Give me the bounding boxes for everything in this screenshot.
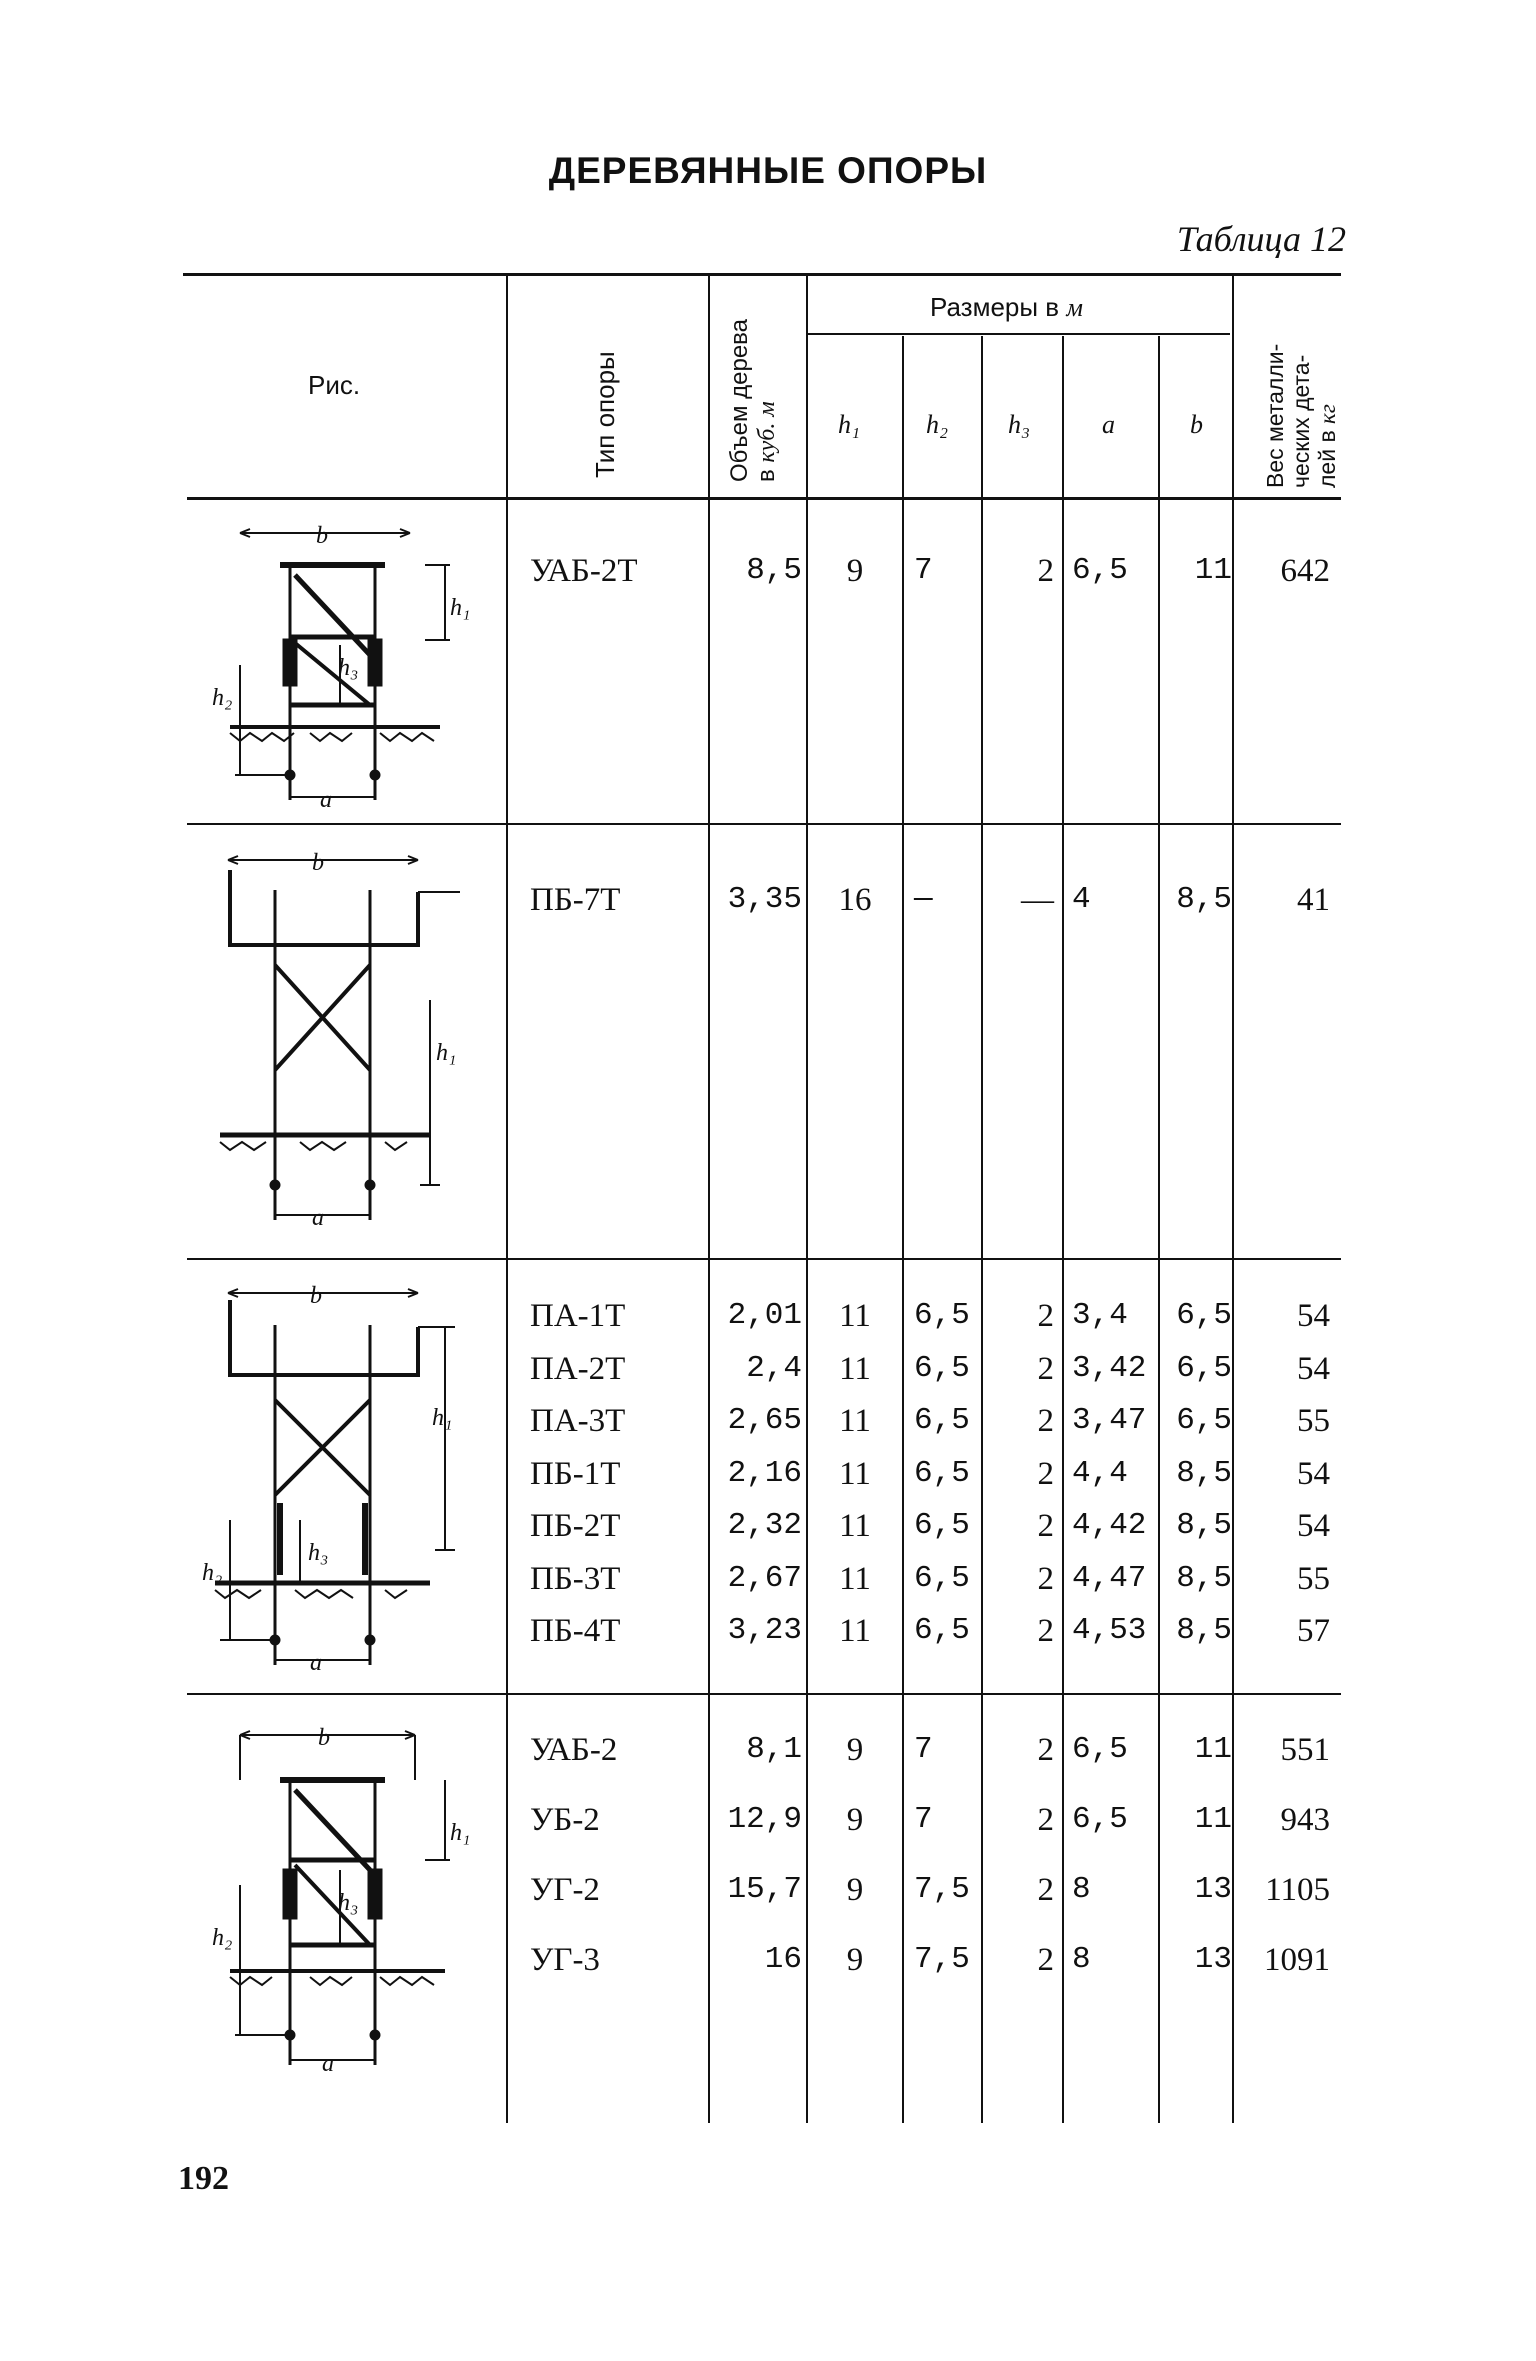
figure-2-label-b: b xyxy=(312,850,324,876)
figure-4-label-h1: h₁ xyxy=(450,1820,471,1846)
cell-a: 4,4 xyxy=(1072,1455,1128,1491)
cell-b: 6,5 xyxy=(1176,1350,1232,1386)
cell-weight: 1091 xyxy=(1264,1942,1330,1978)
header-fig: Рис. xyxy=(308,370,361,400)
page-title: ДЕРЕВЯННЫЕ ОПОРЫ xyxy=(548,150,988,191)
col-line-h1 xyxy=(902,336,904,2123)
figure-4-label-b: b xyxy=(318,1725,330,1751)
cell-b: 8,5 xyxy=(1176,1508,1232,1543)
cell-volume: 12,9 xyxy=(727,1802,802,1837)
cell-h3: 2 xyxy=(1037,1942,1054,1978)
cell-h2: 7 xyxy=(914,553,933,588)
cell-volume: 2,67 xyxy=(727,1560,802,1596)
table-top-rule xyxy=(183,273,1341,276)
cell-type: ПБ-3Т xyxy=(530,1560,621,1597)
cell-type: УБ-2 xyxy=(530,1802,600,1838)
header-weight-line2: ческих дета- xyxy=(1288,354,1314,488)
figure-3-label-b: b xyxy=(310,1283,322,1309)
cell-h2: 6,5 xyxy=(914,1508,970,1543)
cell-type: УГ-3 xyxy=(530,1942,600,1978)
cell-h2: 7 xyxy=(914,1802,933,1837)
cell-b: 8,5 xyxy=(1176,1560,1232,1596)
cell-h2: 6,5 xyxy=(914,1613,970,1648)
cell-h2: 6,5 xyxy=(914,1455,970,1491)
cell-volume: 8,5 xyxy=(746,553,802,588)
header-dims-unit: м xyxy=(1066,293,1083,322)
cell-h1: 11 xyxy=(839,1350,871,1387)
col-line-fig xyxy=(506,273,508,2123)
cell-weight: 943 xyxy=(1280,1802,1330,1838)
header-weight-line1: Вес металли- xyxy=(1262,343,1288,488)
cell-h1: 9 xyxy=(846,1942,864,1978)
figure-3-label-a: a xyxy=(310,1650,322,1676)
cell-h1: 11 xyxy=(839,1298,871,1334)
cell-weight: 642 xyxy=(1280,553,1330,589)
cell-h2: 6,5 xyxy=(914,1350,970,1386)
cell-h3: 2 xyxy=(1037,1508,1054,1544)
col-line-h2 xyxy=(981,336,983,2123)
figure-2-label-h1: h₁ xyxy=(436,1040,457,1066)
figure-1-label-h3: h₃ xyxy=(338,655,359,681)
cell-h3: 2 xyxy=(1037,1560,1054,1597)
cell-volume: 2,32 xyxy=(727,1508,802,1543)
cell-type: УГ-2 xyxy=(530,1872,600,1908)
figure-3-label-h2: h₂ xyxy=(202,1560,223,1586)
cell-b: 6,5 xyxy=(1176,1298,1232,1333)
dims-rule xyxy=(806,333,1230,335)
cell-weight: 54 xyxy=(1297,1455,1330,1492)
cell-h2: 6,5 xyxy=(914,1403,970,1438)
cell-type: ПА-2Т xyxy=(530,1350,626,1387)
cell-weight: 551 xyxy=(1280,1732,1330,1768)
cell-h1: 11 xyxy=(839,1560,871,1597)
header-weight-unit: кг xyxy=(1315,404,1340,424)
figure-1-label-h2: h₂ xyxy=(212,685,233,711)
group-rule-2 xyxy=(187,1258,1341,1260)
col-line-a xyxy=(1158,336,1160,2123)
figure-portal-tower-2 xyxy=(200,1265,480,1685)
cell-a: 4,53 xyxy=(1072,1613,1147,1648)
cell-type: ПА-3Т xyxy=(530,1403,626,1439)
cell-h3: 2 xyxy=(1037,1872,1054,1908)
cell-weight: 54 xyxy=(1297,1298,1330,1334)
col-line-h3 xyxy=(1062,336,1064,2123)
cell-h3: 2 xyxy=(1037,1455,1054,1492)
cell-h3: 2 xyxy=(1037,1350,1054,1387)
cell-a: 3,42 xyxy=(1072,1350,1147,1386)
header-type-text: Тип опоры xyxy=(590,351,620,478)
cell-h3: 2 xyxy=(1037,1613,1054,1649)
cell-h1: 11 xyxy=(839,1455,871,1492)
cell-type: УАБ-2 xyxy=(530,1732,618,1768)
cell-b: 8,5 xyxy=(1176,1613,1232,1648)
cell-h3: 2 xyxy=(1037,1732,1054,1768)
header-dims-text: Размеры в xyxy=(930,292,1060,322)
cell-h3: 2 xyxy=(1037,1802,1054,1838)
figure-2-label-a: a xyxy=(312,1205,324,1231)
header-b: b xyxy=(1190,410,1203,439)
cell-b: 11 xyxy=(1194,1732,1232,1767)
figure-anchor-tower-2 xyxy=(200,1705,480,2095)
figure-4-label-h3: h₃ xyxy=(338,1890,359,1916)
cell-weight: 57 xyxy=(1297,1613,1330,1649)
figure-anchor-tower-1 xyxy=(200,505,480,815)
cell-b: 11 xyxy=(1194,553,1232,588)
header-h3: h₃ xyxy=(1008,410,1031,439)
cell-h2: 7,5 xyxy=(914,1942,970,1977)
cell-h1: 11 xyxy=(839,1508,871,1544)
figure-3-label-h3: h₃ xyxy=(308,1540,329,1566)
cell-h1: 9 xyxy=(846,1802,864,1838)
cell-volume: 8,1 xyxy=(746,1732,802,1767)
group-rule-3 xyxy=(187,1693,1341,1695)
cell-h1: 9 xyxy=(846,1872,864,1908)
cell-weight: 55 xyxy=(1297,1560,1330,1597)
figure-1-label-h1: h₁ xyxy=(450,595,471,621)
cell-h3: 2 xyxy=(1037,1403,1054,1439)
figure-portal-tower-1 xyxy=(200,830,480,1250)
cell-weight: 1105 xyxy=(1265,1872,1330,1908)
cell-weight: 55 xyxy=(1297,1403,1330,1439)
header-type xyxy=(592,351,619,478)
cell-b: 8,5 xyxy=(1176,882,1232,917)
cell-weight: 41 xyxy=(1297,882,1330,918)
cell-type: ПБ-1Т xyxy=(530,1455,621,1492)
cell-a: 6,5 xyxy=(1072,553,1128,588)
cell-type: ПБ-4Т xyxy=(530,1613,621,1649)
figure-1-label-a: a xyxy=(320,787,332,813)
col-line-b xyxy=(1232,273,1234,2123)
figure-3-label-h1: h₁ xyxy=(432,1405,453,1431)
col-line-type xyxy=(708,273,710,2123)
cell-h2: 7 xyxy=(914,1732,933,1767)
cell-b: 6,5 xyxy=(1176,1403,1232,1438)
cell-a: 8 xyxy=(1072,1872,1091,1907)
header-volume-line2: в xyxy=(753,469,780,482)
cell-type: УАБ-2Т xyxy=(530,553,638,589)
cell-h1: 9 xyxy=(846,1732,864,1768)
cell-type: ПБ-2Т xyxy=(530,1508,621,1544)
cell-h3: — xyxy=(1021,882,1054,918)
cell-a: 4,47 xyxy=(1072,1560,1147,1596)
cell-type: ПБ-7Т xyxy=(530,882,621,918)
cell-type: ПА-1Т xyxy=(530,1298,626,1334)
header-volume xyxy=(726,319,781,482)
cell-a: 3,4 xyxy=(1072,1298,1128,1333)
figure-4-label-a: a xyxy=(322,2051,334,2077)
cell-volume: 3,35 xyxy=(727,882,802,917)
figure-1-label-b: b xyxy=(316,523,328,549)
cell-h3: 2 xyxy=(1037,553,1054,589)
cell-h1: 11 xyxy=(839,1403,871,1439)
cell-volume: 2,16 xyxy=(727,1455,802,1491)
header-weight xyxy=(1262,344,1341,488)
cell-h2: 7,5 xyxy=(914,1872,970,1907)
table-label: Таблица 12 xyxy=(1176,219,1346,259)
cell-volume: 16 xyxy=(764,1942,802,1977)
cell-h3: 2 xyxy=(1037,1298,1054,1334)
header-h2: h₂ xyxy=(926,410,949,439)
header-volume-unit: куб. м xyxy=(754,401,780,463)
col-line-volume xyxy=(806,273,808,2123)
cell-a: 6,5 xyxy=(1072,1802,1128,1837)
header-weight-line3: лей в xyxy=(1314,430,1340,488)
cell-b: 13 xyxy=(1194,1942,1232,1977)
cell-a: 4,42 xyxy=(1072,1508,1147,1543)
cell-h2: 6,5 xyxy=(914,1298,970,1333)
header-h1: h₁ xyxy=(838,410,861,439)
cell-b: 11 xyxy=(1194,1802,1232,1837)
cell-h1: 11 xyxy=(839,1613,871,1649)
cell-a: 8 xyxy=(1072,1942,1091,1977)
cell-volume: 3,23 xyxy=(727,1613,802,1648)
group-rule-1 xyxy=(187,823,1341,825)
cell-weight: 54 xyxy=(1297,1508,1330,1544)
header-dims xyxy=(930,292,1083,323)
cell-volume: 2,4 xyxy=(746,1350,802,1386)
cell-h1: 9 xyxy=(846,553,864,589)
cell-volume: 15,7 xyxy=(727,1872,802,1907)
cell-volume: 2,01 xyxy=(727,1298,802,1333)
cell-b: 13 xyxy=(1194,1872,1232,1907)
page-number: 192 xyxy=(178,2160,229,2197)
cell-volume: 2,65 xyxy=(727,1403,802,1438)
cell-a: 6,5 xyxy=(1072,1732,1128,1767)
header-bottom-rule xyxy=(187,497,1341,500)
figure-4-label-h2: h₂ xyxy=(212,1925,233,1951)
cell-a: 3,47 xyxy=(1072,1403,1147,1438)
cell-a: 4 xyxy=(1072,882,1091,917)
cell-weight: 54 xyxy=(1297,1350,1330,1387)
header-a: a xyxy=(1102,410,1115,439)
header-volume-line1: Объем дерева xyxy=(726,318,753,482)
cell-h2: — xyxy=(914,882,933,917)
cell-b: 8,5 xyxy=(1176,1455,1232,1491)
cell-h2: 6,5 xyxy=(914,1560,970,1596)
cell-h1: 16 xyxy=(838,882,872,918)
